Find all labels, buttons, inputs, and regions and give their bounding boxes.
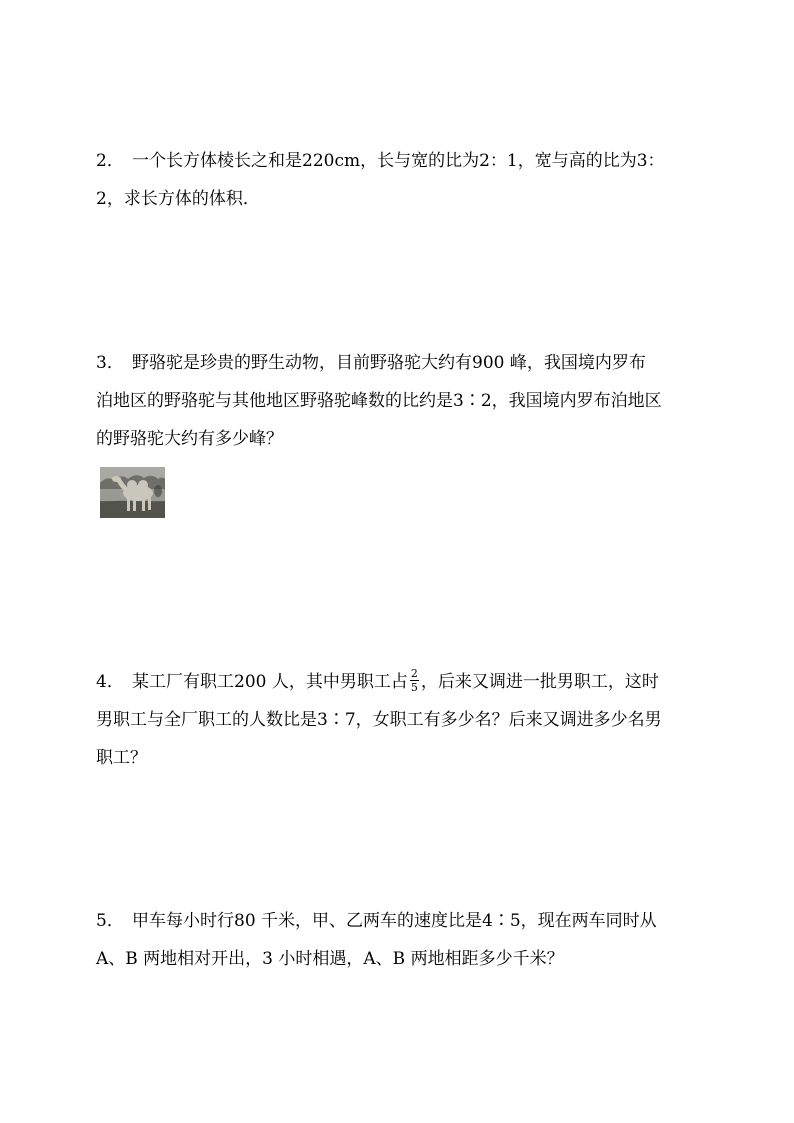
problem-4-text-after-fraction: ，后来又调进一批男职工，这时: [420, 672, 659, 692]
camel-photo: [100, 467, 165, 518]
problem-4-line-2: 男职工与全厂职工的人数比是3∶7，女职工有多少名？后来又调进多少名男: [96, 710, 662, 730]
problem-5-line-2: A、B 两地相对开出，3 小时相遇，A、B 两地相距多少千米？: [96, 949, 564, 969]
fraction-two-fifths: [410, 668, 419, 693]
problem-2: [96, 142, 708, 218]
problem-2-number: 2．: [96, 151, 124, 171]
problem-3-line-1: [96, 344, 708, 382]
problem-4: [96, 663, 708, 777]
problem-3-line-2: 泊地区的野骆驼与其他地区野骆驼峰数的比约是3∶2，我国境内罗布泊地区: [96, 391, 662, 411]
problem-3-number: 3．: [96, 353, 124, 373]
problem-2-line-2: 2，求长方体的体积．: [96, 189, 260, 209]
problem-4-line-1: [96, 663, 708, 701]
problem-3-text-1: 野骆驼是珍贵的野生动物，目前野骆驼大约有900 峰，我国境内罗布: [132, 353, 646, 373]
problem-5: [96, 902, 708, 978]
problem-4-text-before-fraction: 某工厂有职工200 人，其中男职工占: [132, 672, 408, 692]
problem-3-line-3: 的野骆驼大约有多少峰？: [96, 429, 283, 449]
problem-5-number: 5．: [96, 911, 124, 931]
problem-2-line-1: [96, 142, 708, 180]
problem-2-text-1: 一个长方体棱长之和是220cm，长与宽的比为2：1，宽与高的比为3：: [132, 151, 665, 171]
problem-4-number: 4．: [96, 672, 124, 692]
problem-5-text-1: 甲车每小时行80 千米，甲、乙两车的速度比是4∶5，现在两车同时从: [132, 911, 657, 931]
fraction-numerator: 2: [410, 667, 418, 680]
problem-5-line-1: [96, 902, 708, 940]
problem-3: [96, 344, 708, 458]
problem-4-line-3: 职工？: [96, 748, 147, 768]
fraction-denominator: 5: [410, 681, 418, 694]
